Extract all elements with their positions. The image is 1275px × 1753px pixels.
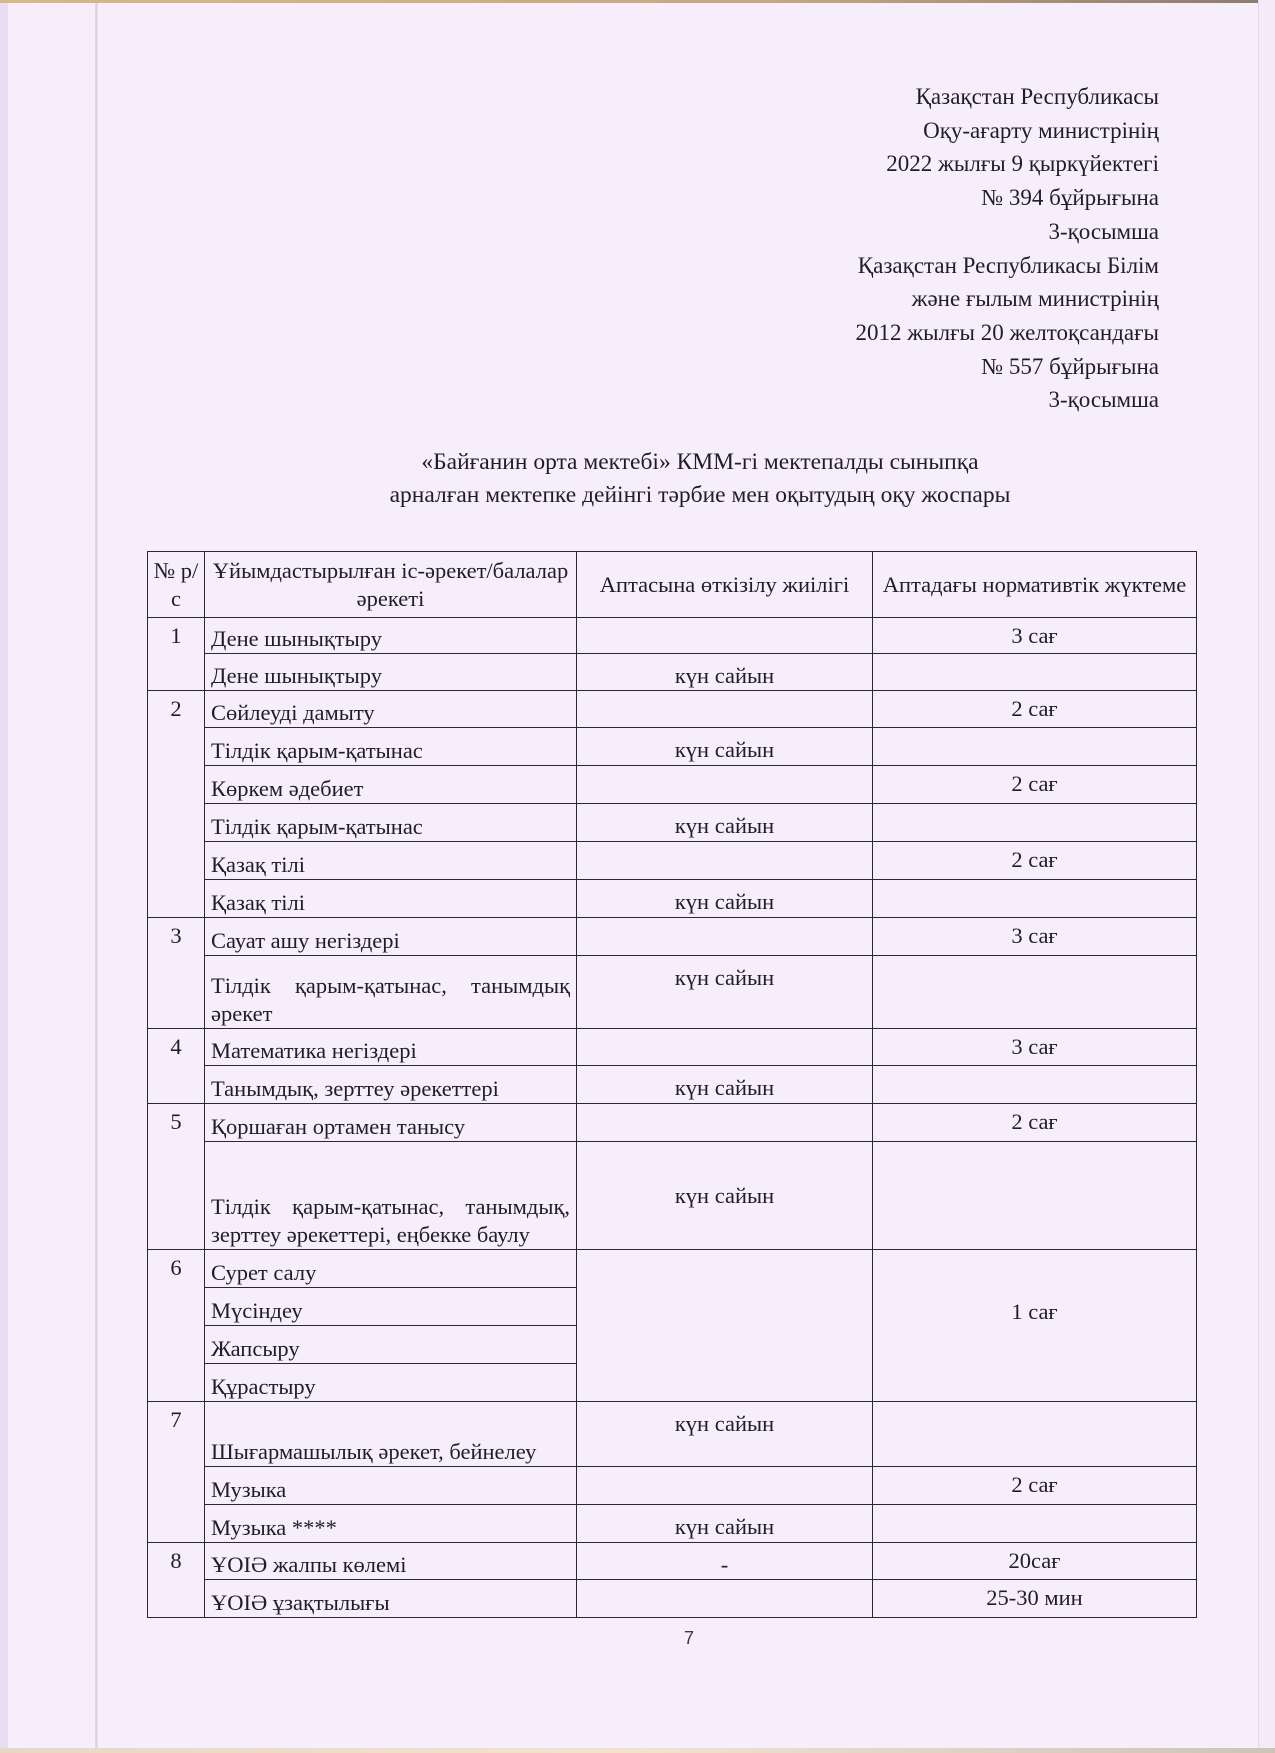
row-activity: Дене шынықтыру (205, 618, 577, 654)
table-row (148, 691, 1197, 728)
row-load (873, 728, 1197, 766)
table-row (148, 1029, 1197, 1066)
row-activity: Сурет салу (205, 1250, 577, 1288)
page-top-edge (0, 0, 1275, 3)
row-frequency: күн сайын (577, 1505, 873, 1543)
header-load: Аптадағы нормативтік жүктеме (873, 552, 1197, 618)
row-activity: Математика негіздері (205, 1029, 577, 1066)
row-frequency: күн сайын (577, 654, 873, 691)
row-frequency (577, 1029, 873, 1066)
table-row (148, 1402, 1197, 1467)
row-load (873, 1402, 1197, 1467)
row-activity: Қазақ тілі (205, 880, 577, 918)
row-load: 3 сағ (873, 1029, 1197, 1066)
row-activity: Тілдік қарым-қатынас (205, 804, 577, 842)
approval-line: № 394 бұйрығына (981, 185, 1159, 211)
row-frequency: күн сайын (577, 1402, 873, 1467)
approval-line: 3-қосымша (1048, 218, 1159, 244)
title-line-1: «Байғанин орта мектебі» КММ-гі мектепалды сыныпқа (421, 449, 979, 475)
row-activity: Шығармашылық әрекет, бейнелеу (205, 1402, 577, 1467)
table-row (148, 804, 1197, 842)
page-bottom-edge (0, 1748, 1275, 1753)
row-load (873, 804, 1197, 842)
table-row (148, 1543, 1197, 1580)
row-activity: Қоршаған ортамен танысу (205, 1104, 577, 1142)
table-header-row (148, 552, 1197, 618)
row-load: 3 сағ (873, 918, 1197, 956)
table-row (148, 1467, 1197, 1505)
row-num: 7 (148, 1402, 205, 1543)
row-num: 6 (148, 1250, 205, 1402)
page-fold-line (95, 0, 98, 1753)
row-activity: Музыка **** (205, 1505, 577, 1543)
row-frequency (577, 1250, 873, 1402)
row-num: 3 (148, 918, 205, 1029)
row-activity: Құрастыру (205, 1364, 577, 1402)
row-num: 4 (148, 1029, 205, 1104)
row-frequency (577, 766, 873, 804)
row-load: 1 сағ (873, 1250, 1197, 1402)
table-row (148, 654, 1197, 691)
header-frequency: Аптасына өткізілу жиілігі (577, 552, 873, 618)
row-frequency (577, 918, 873, 956)
table-row (148, 618, 1197, 654)
row-load (873, 1142, 1197, 1250)
table-row (148, 728, 1197, 766)
approval-line: Қазақстан Республикасы Білім (857, 252, 1159, 278)
row-activity: Танымдық, зерттеу әрекеттері (205, 1066, 577, 1104)
table-row (148, 880, 1197, 918)
approval-block (856, 80, 1159, 417)
row-frequency: күн сайын (577, 880, 873, 918)
row-load: 25-30 мин (873, 1580, 1197, 1618)
approval-line: № 557 бұйрығына (981, 353, 1159, 379)
row-activity: Музыка (205, 1467, 577, 1505)
row-frequency (577, 1580, 873, 1618)
table-row (148, 1250, 1197, 1288)
table-row (148, 1142, 1197, 1250)
row-activity: Сауат ашу негіздері (205, 918, 577, 956)
row-load (873, 956, 1197, 1029)
row-load: 2 сағ (873, 842, 1197, 880)
row-activity: ҰОІӘ жалпы көлемі (205, 1543, 577, 1580)
row-num: 8 (148, 1543, 205, 1618)
header-activity: Ұйымдастырылған іс-әрекет/балалар әрекеті (205, 552, 577, 618)
header-num: № р/с (148, 552, 205, 618)
page-right-edge (1258, 0, 1275, 1753)
row-load: 2 сағ (873, 691, 1197, 728)
row-load: 2 сағ (873, 1467, 1197, 1505)
row-activity: Дене шынықтыру (205, 654, 577, 691)
row-load (873, 1066, 1197, 1104)
row-activity: Тілдік қарым-қатынас, танымдық әрекет (205, 956, 577, 1029)
row-load: 3 сағ (873, 618, 1197, 654)
table-row (148, 766, 1197, 804)
row-load: 20сағ (873, 1543, 1197, 1580)
row-load: 2 сағ (873, 766, 1197, 804)
table-row (148, 1505, 1197, 1543)
row-frequency: күн сайын (577, 1142, 873, 1250)
table-row (148, 1580, 1197, 1618)
row-frequency: күн сайын (577, 804, 873, 842)
table-row (148, 1066, 1197, 1104)
row-frequency (577, 691, 873, 728)
row-frequency (577, 618, 873, 654)
document-title (200, 446, 1200, 512)
row-load (873, 654, 1197, 691)
approval-line: 2012 жылғы 20 желтоқсандағы (855, 319, 1159, 345)
row-frequency (577, 1104, 873, 1142)
row-activity: Жапсыру (205, 1326, 577, 1364)
row-activity: Тілдік қарым-қатынас (205, 728, 577, 766)
row-activity: Сөйлеуді дамыту (205, 691, 577, 728)
table-row (148, 1104, 1197, 1142)
row-num: 2 (148, 691, 205, 918)
title-line-2: арналған мектепке дейінгі тәрбие мен оқытудың оқу жоспары (389, 482, 1011, 508)
approval-line: 3-қосымша (1048, 387, 1159, 413)
page-number: 7 (684, 1628, 695, 1648)
table-row (148, 918, 1197, 956)
curriculum-table (147, 551, 1197, 1618)
row-activity: Мүсіндеу (205, 1288, 577, 1326)
row-num: 1 (148, 618, 205, 691)
row-frequency (577, 842, 873, 880)
row-activity: Қазақ тілі (205, 842, 577, 880)
row-frequency: күн сайын (577, 956, 873, 1029)
table-row (148, 842, 1197, 880)
approval-line: және ғылым министрінің (911, 286, 1159, 312)
approval-line: Қазақстан Республикасы (915, 84, 1159, 109)
page-left-shadow (0, 0, 8, 1753)
row-load (873, 1505, 1197, 1543)
row-load (873, 880, 1197, 918)
table-row (148, 956, 1197, 1029)
row-load: 2 сағ (873, 1104, 1197, 1142)
row-activity: Көркем әдебиет (205, 766, 577, 804)
approval-line: 2022 жылғы 9 қыркүйектегі (886, 151, 1159, 177)
row-num: 5 (148, 1104, 205, 1250)
row-frequency: күн сайын (577, 728, 873, 766)
approval-line: Оқу-ағарту министрінің (923, 117, 1159, 143)
row-frequency: күн сайын (577, 1066, 873, 1104)
row-frequency: - (577, 1543, 873, 1580)
row-frequency (577, 1467, 873, 1505)
row-activity: Тілдік қарым-қатынас, танымдық, зерттеу әрекеттері, еңбекке баулу (205, 1142, 577, 1250)
row-activity: ҰОІӘ ұзақтылығы (205, 1580, 577, 1618)
